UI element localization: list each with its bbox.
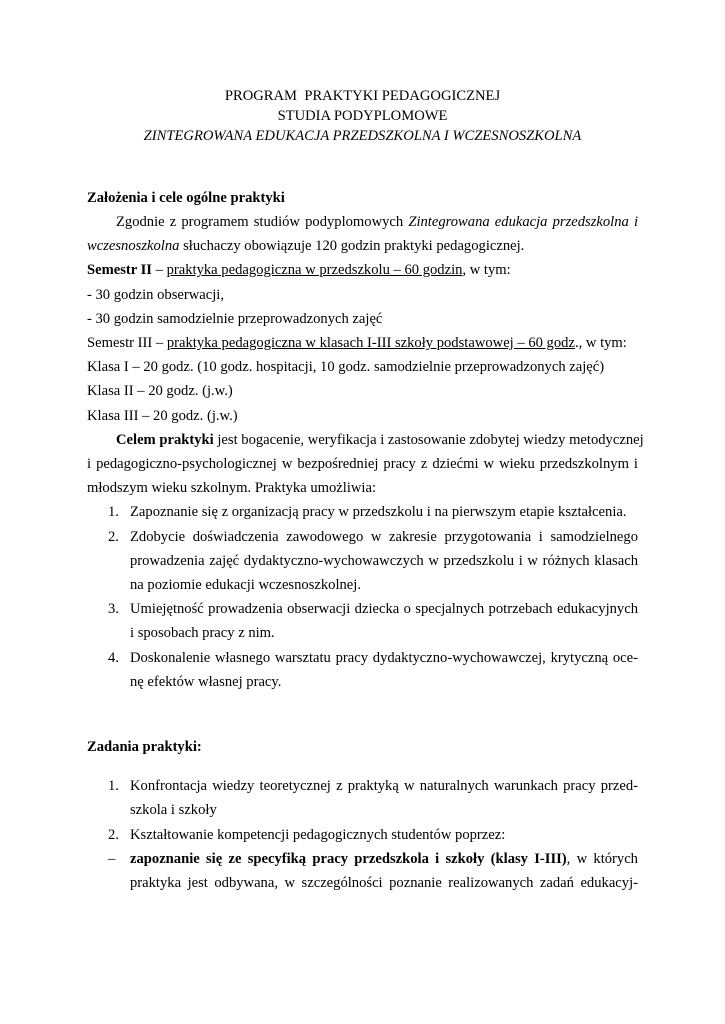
text-run: , w tym: (462, 262, 511, 278)
paragraph-line (87, 236, 524, 256)
list-number: 2. (108, 827, 119, 843)
list-item: Kształtowanie kompetencji pedagogicznych studentów poprzez: (130, 827, 506, 843)
list-item: Zapoznanie się z organizacją pracy w przedszkolu i na pierwszym etapie kształcenia. (130, 504, 627, 520)
class-2-hours: Klasa II – 20 godz. (j.w.) (87, 383, 233, 399)
dash-item (130, 849, 638, 869)
text-run-underlined: praktyka pedagogiczna w przedszkolu – 60 godzin (166, 262, 463, 278)
text-run: – (152, 262, 167, 278)
text-run: jest bogacenie, weryfikacja i zastosowanie zdobytej wiedzy metodycznej (213, 432, 644, 448)
semester-label: Semestr II (87, 262, 152, 278)
text-run-underlined: praktyka pedagogiczna w klasach I-III szkoły podstawowej – 60 godz (166, 335, 575, 351)
list-item: prowadzenia zajęć dydaktyczno-wychowawczych w przedszkolu i w różnych klasach (130, 553, 638, 569)
semester-2-line (87, 260, 511, 280)
text-run-italic: Zintegrowana edukacja przedszkolna i (408, 214, 638, 230)
text-run-bold: Celem praktyki (116, 432, 214, 448)
list-number: 1. (108, 778, 119, 794)
class-3-hours: Klasa III – 20 godz. (j.w.) (87, 408, 238, 424)
paragraph-line (116, 430, 644, 450)
dash-bullet: – (108, 851, 116, 867)
text-run: słuchaczy obowiązuje 120 godzin praktyki pedagogicznej. (179, 238, 525, 254)
document-header (0, 86, 725, 146)
section-title-tasks: Zadania praktyki: (87, 739, 202, 755)
text-run: , w których (566, 851, 638, 867)
paragraph-line: i pedagogiczno-psychologicznej w bezpośredniej pracy z dziećmi w wieku przedszkolnym i (87, 456, 638, 472)
text-run-italic: wczesnoszkolna (87, 238, 180, 254)
list-item: Zdobycie doświadczenia zawodowego w zakresie przygotowania i samodzielnego (130, 529, 638, 545)
studies-type: STUDIA PODYPLOMOWE (277, 108, 448, 124)
semester-3-line (87, 333, 627, 353)
list-item: Umiejętność prowadzenia obserwacji dziecka o specjalnych potrzebach edukacyjnych (130, 601, 638, 617)
semester-label: Semestr III – (87, 335, 167, 351)
text-run: Zgodnie z programem studiów podyplomowych (116, 214, 409, 230)
text-run-bold: zapoznanie się ze specyfiką pracy przedszkola i szkoły (klasy I-III) (130, 851, 567, 867)
list-number: 3. (108, 601, 119, 617)
class-1-hours: Klasa I – 20 godz. (10 godz. hospitacji, 10 godz. samodzielnie przeprowadzonych zajęć) (87, 359, 605, 375)
program-title: PROGRAM PRAKTYKI PEDAGOGICZNEJ (224, 88, 501, 104)
list-item: Konfrontacja wiedzy teoretycznej z praktyką w naturalnych warunkach pracy przed- (130, 778, 638, 794)
list-number: 2. (108, 529, 119, 545)
dash-item: praktyka jest odbywana, w szczególności poznanie realizowanych zadań edukacyj- (130, 875, 638, 891)
list-item: i sposobach pracy z nim. (130, 625, 275, 641)
list-item: szkola i szkoły (130, 802, 217, 818)
list-item: Doskonalenie własnego warsztatu pracy dydaktyczno-wychowawczej, krytyczną oce- (130, 650, 638, 666)
paragraph-line (116, 212, 638, 232)
text-run: ., w tym: (574, 335, 627, 351)
own-classes-hours: - 30 godzin samodzielnie przeprowadzonych zajęć (87, 311, 383, 327)
list-item: na poziomie edukacji wczesnoszkolnej. (130, 577, 361, 593)
list-item: nę efektów własnej pracy. (130, 674, 282, 690)
paragraph-line: młodszym wieku szkolnym. Praktyka umożliwia: (87, 480, 376, 496)
observation-hours: - 30 godzin obserwacji, (87, 287, 224, 303)
list-number: 1. (108, 504, 119, 520)
list-number: 4. (108, 650, 119, 666)
section-title-assumptions: Założenia i cele ogólne praktyki (87, 190, 285, 206)
specialization-title: ZINTEGROWANA EDUKACJA PRZEDSZKOLNA I WCZESNOSZKOLNA (143, 128, 582, 144)
